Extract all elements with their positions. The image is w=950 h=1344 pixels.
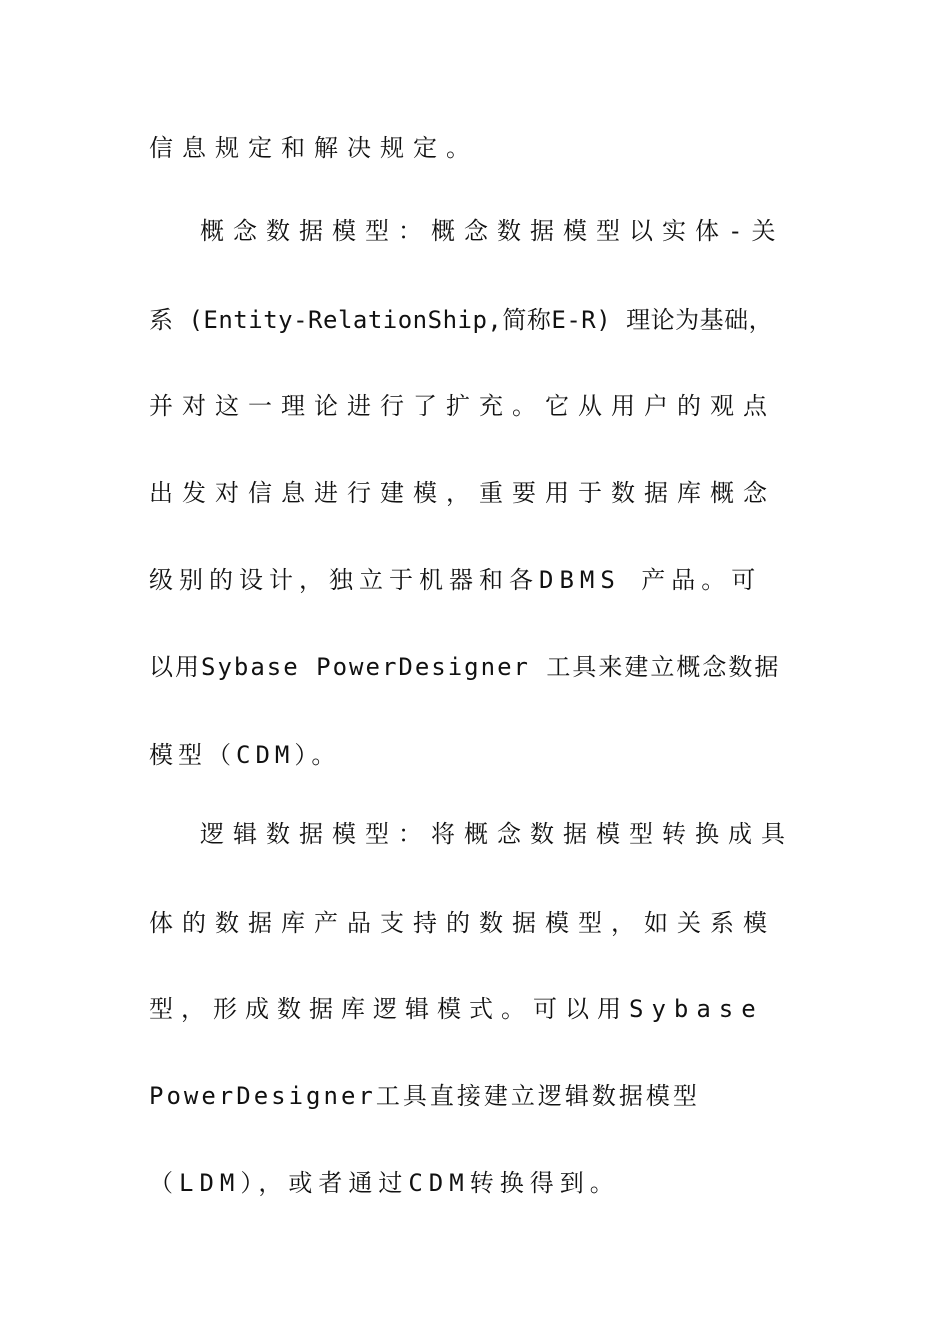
- text-line: 以用Sybase PowerDesigner 工具来建立概念数据: [149, 653, 781, 681]
- text-line: 模型（CDM）。: [149, 741, 341, 769]
- text-line: （LDM），或者通过CDM转换得到。: [149, 1169, 620, 1197]
- text-line: 系 (Entity-RelationShip,简称E-R) 理论为基础，: [149, 306, 774, 334]
- text-line: 级别的设计，独立于机器和各DBMS 产品。可: [149, 566, 762, 594]
- paragraph-start-logical-model: 逻辑数据模型：将概念数据模型转换成具: [200, 820, 794, 848]
- paragraph-start-conceptual-model: 概念数据模型：概念数据模型以实体-关: [200, 217, 785, 245]
- text-line: 信息规定和解决规定。: [149, 134, 479, 162]
- text-line: 并对这一理论进行了扩充。它从用户的观点: [149, 392, 776, 420]
- text-line: 体的数据库产品支持的数据模型，如关系模: [149, 909, 776, 937]
- text-line: 出发对信息进行建模，重要用于数据库概念: [149, 479, 776, 507]
- text-line: PowerDesigner工具直接建立逻辑数据模型: [149, 1082, 700, 1110]
- text-line: 型，形成数据库逻辑模式。可以用Sybase: [149, 995, 764, 1023]
